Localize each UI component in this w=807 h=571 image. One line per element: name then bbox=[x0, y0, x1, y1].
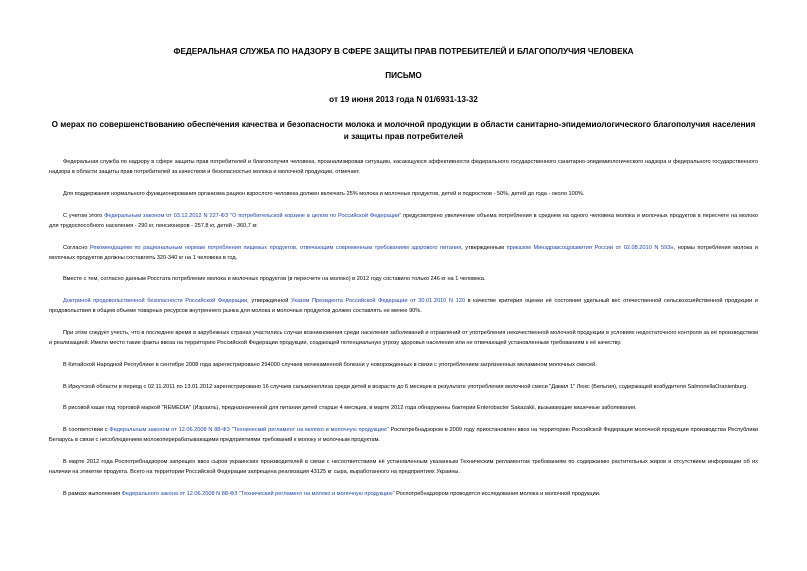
agency-name: ФЕДЕРАЛЬНАЯ СЛУЖБА ПО НАДЗОРУ В СФЕРЕ ЗАЩИТЫ ПРАВ ПОТРЕБИТЕЛЕЙ И БЛАГОПОЛУЧИЯ ЧЕЛОВЕКА bbox=[173, 47, 634, 56]
recommendations-link[interactable]: Рекомендациям по рациональным нормам потребления пищевых продуктов, отвечающим современным требованиям здорового питания bbox=[90, 244, 462, 251]
paragraph-text: , утвержденным bbox=[461, 244, 507, 251]
paragraph-text: Роспотребнадзором в 2009 году приостановлен ввоз на территорию Российской Федерации молочной продукции производства Республики Беларусь в связи с несоблюдением молокоперерабатывающими предприятиями требований к молоку и молочным продуктам. bbox=[49, 427, 759, 444]
paragraph-text: в качестве критерия оценки её состояния удельный вес отечественной сельскохозяйственной продукции и продовольствия в общем объеме товарных ресурсов внутреннего рынка для молока и молочных продуктов должен составлять не менее 90%. bbox=[49, 298, 758, 315]
paragraph-text: В рамках выполнения bbox=[63, 490, 122, 497]
law-link[interactable]: Федеральным законом от 12.06.2008 N 88-ФЗ "Технический регламент на молоко и молочную продукцию" bbox=[109, 427, 389, 434]
paragraph: Для поддержания нормального функционирования организма рацион взрослого человека должен включать 25% молока и молочных продуктов, детей и подростков - 50%, детей до года - около 100%. bbox=[63, 190, 585, 197]
paragraph: В марте 2012 года Роспотребнадзором запрещен ввоз сыров украинских производителей в связи с несоответствием её установленным указанным Техническим регламентом требованиям по содержанию растительных жиров и отсутствием информации об их наличии на этикетке продукта. Всего на территории Российской Федерации запрещена реализация 43125 кг сыра, выработанного на предприятиях Украины. bbox=[49, 458, 758, 476]
paragraph: В Китайской Народной Республике в сентябре 2008 года зарегистрировано 294000 случаев мочекаменной болезни у новорожденных в связи с употреблением загрязненных меламином молочных смесей. bbox=[63, 361, 597, 368]
paragraph bbox=[49, 489, 758, 499]
paragraph bbox=[49, 425, 758, 445]
paragraph: Федеральная служба по надзору в сфере защиты прав потребителей и благополучия человека, проанализировав ситуацию, касающуюся эффективности федерального государственного санитарно-эпидемиологического надзора и федерального государственного надзора в области защиты прав потребителей за качеством и безопасностью молока и молочной продукции, отмечает. bbox=[49, 159, 758, 176]
paragraph-text: В соответствии с bbox=[63, 427, 110, 434]
doctrine-link[interactable]: Доктриной продовольственной безопасности Российской Федерации bbox=[63, 298, 248, 305]
law-link[interactable]: Федерального закона от 12.06.2008 N 88-ФЗ "Технический регламент на молоко и молочную продукцию" bbox=[121, 490, 395, 497]
paragraph-text: Согласно bbox=[63, 244, 91, 251]
document-type: ПИСЬМО bbox=[385, 71, 422, 80]
paragraph-text: , нормы потребления молока и молочных продуктов должны составлять 320-340 кг на 1 человека в год. bbox=[49, 244, 758, 261]
paragraph: В рисовой каше под торговой маркой "REMEDIA" (Израиль), предназначенной для питания детей старше 4 месяцев, в марте 2012 года обнаружены бактерии Enterobacter Sakazakii, вызывающие кишечные заболевания. bbox=[63, 405, 637, 412]
paragraph bbox=[49, 243, 758, 263]
paragraph: При этом следует учесть, что в последнее время в зарубежных странах участились случаи возникновения среди населения заболеваний и отравлений от употребления некачественной молочной продукции в условиях недостаточного контроля за её производством и реализацией. Имели место такие факты ввоза на территорию Российской Федерации продукции, создающей потенциальную угрозу здоровья населения или не отвечающей установленным требованиям к её качеству. bbox=[49, 330, 758, 347]
order-link[interactable]: приказом Минздравсоцразвития России от 02.08.2010 N 593н bbox=[506, 244, 674, 251]
document-body bbox=[49, 157, 758, 499]
paragraph-text: предусмотрено увеличение объема потребления в среднем на одного человека молока и молочных продуктов в пересчете на молоко для трудоспособного населения - 290 кг, пенсионеров - 257,8 кг, детей - 360,7 кг. bbox=[49, 212, 758, 229]
paragraph: Вместе с тем, согласно данным Росстата потребление молока и молочных продуктов (в пересчете на молоко) в 2012 году составило только 246 кг на 1 человека. bbox=[63, 276, 486, 283]
paragraph bbox=[49, 211, 758, 231]
law-link[interactable]: Федеральным законом от 03.12.2012 N 227-ФЗ "О потребительской корзине в целом по Российской Федерации" bbox=[104, 212, 402, 219]
decree-link[interactable]: Указом Президента Российской Федерации от 30.01.2010 N 120 bbox=[291, 298, 465, 305]
document-date-number: от 19 июня 2013 года N 01/6931-13-32 bbox=[329, 95, 478, 104]
paragraph-text: Роспотребнадзором проводятся исследования молока и молочной продукции. bbox=[394, 490, 601, 497]
paragraph bbox=[49, 296, 758, 316]
paragraph-text: , утвержденной bbox=[247, 298, 292, 305]
paragraph: В Иркутской области в период с 02.11.2011 по 13.01.2012 зарегистрировано 16 случаев сальмонеллеза среди детей в возрасте до 6 месяцев в результате употребления молочной смеси "Дамил 1" Люкс (Бельгия), содержащей возбудителя SalmonellaOranienburg. bbox=[63, 383, 748, 390]
paragraph-text: С учетом этого bbox=[63, 212, 105, 219]
document-title: О мерах по совершенствованию обеспечения качества и безопасности молока и молочной продукции в области санитарно-эпидемиологического благополучия населения и защиты прав потребителей bbox=[51, 120, 756, 141]
